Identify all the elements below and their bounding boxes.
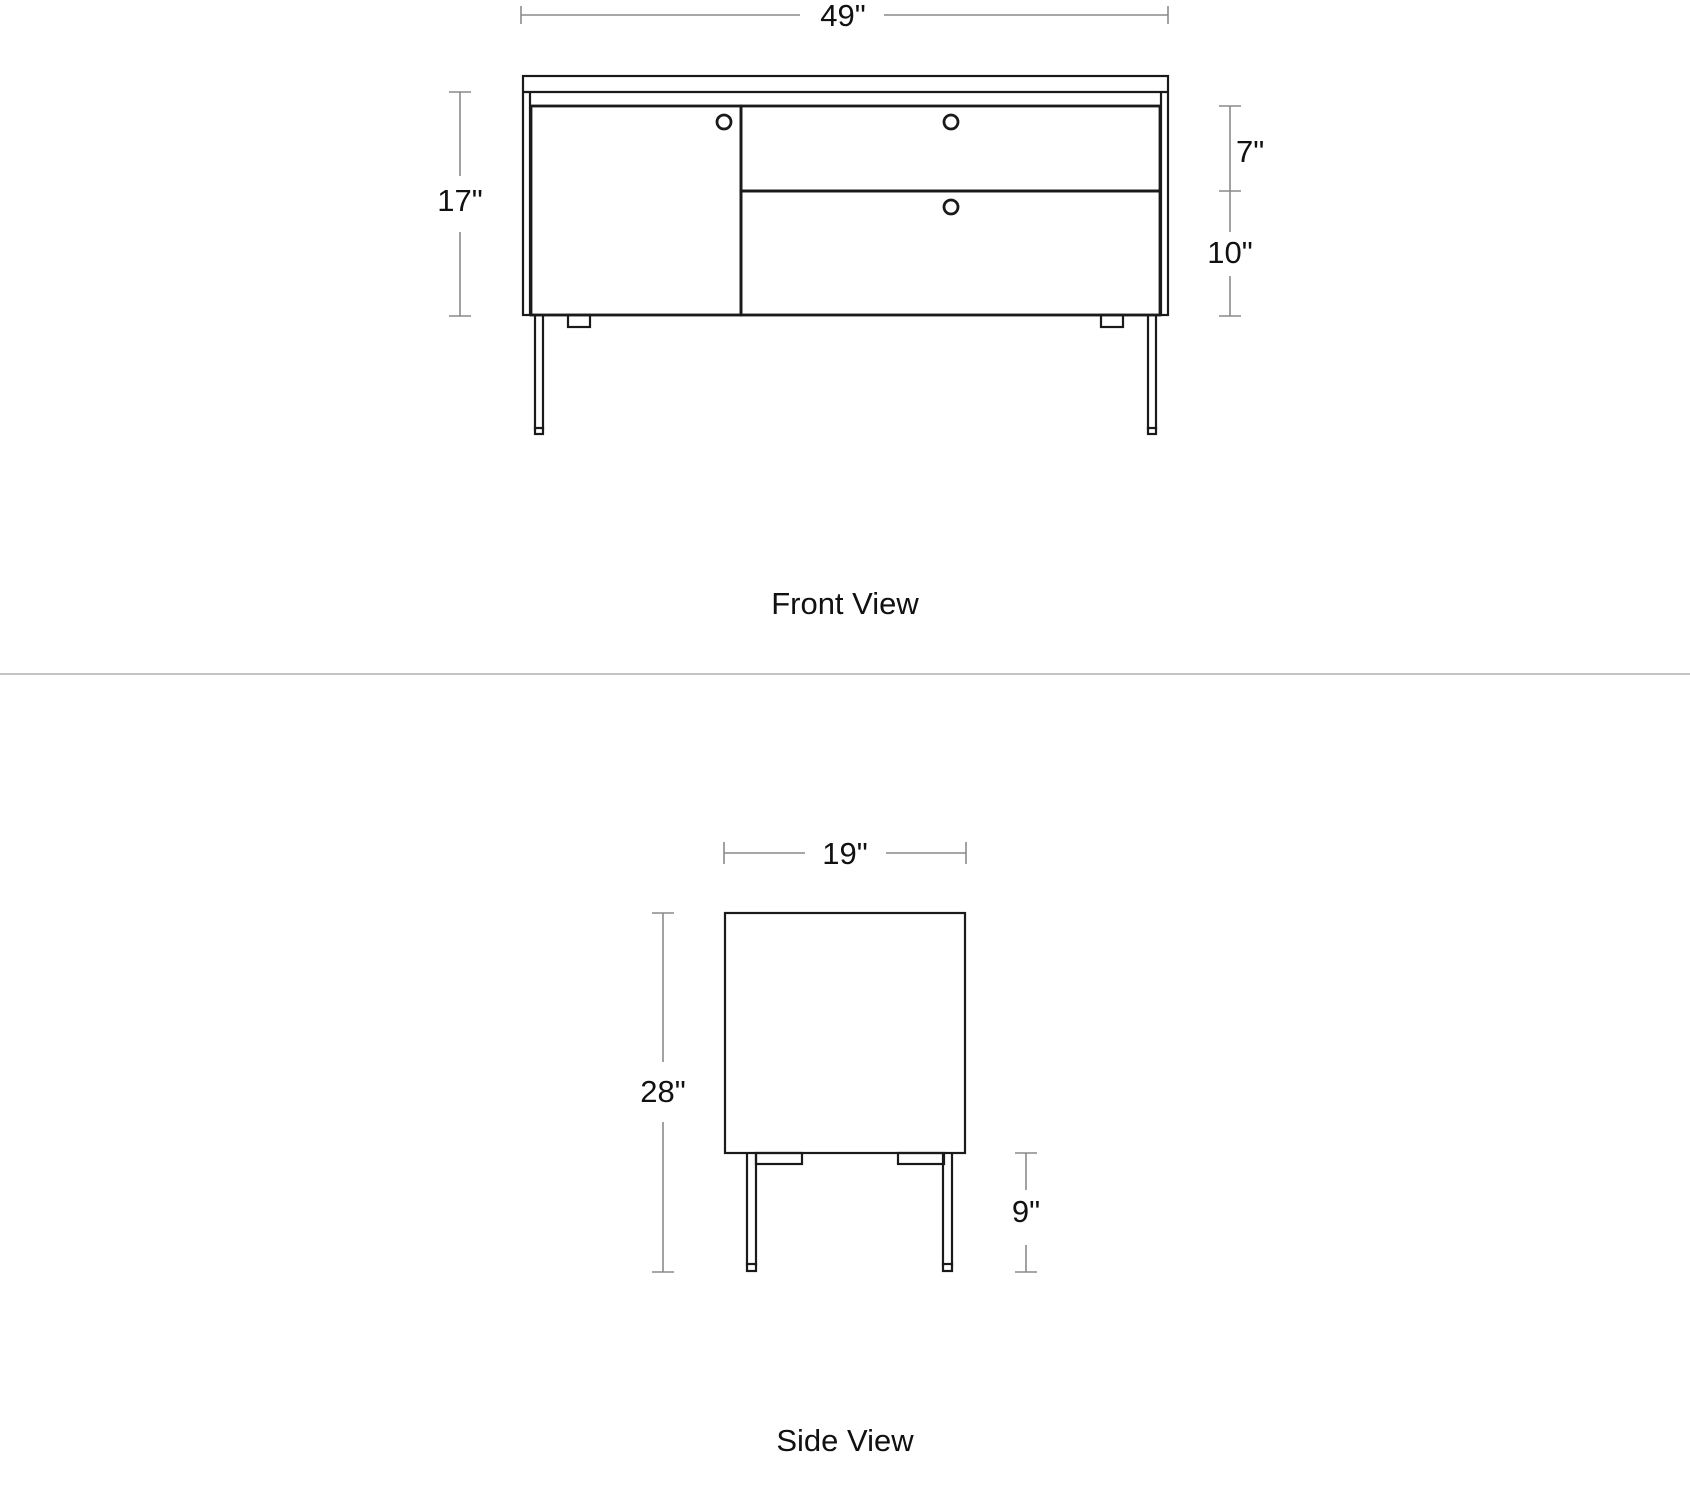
side-view-label: Side View	[776, 1423, 914, 1458]
top-drawer	[741, 106, 1160, 191]
front-cabinet	[523, 76, 1168, 434]
front-drawer-dimensions	[1207, 106, 1264, 316]
side-panel	[725, 913, 965, 1153]
front-right-leg	[1148, 315, 1156, 434]
front-left-leg	[535, 315, 543, 434]
front-right-bracket	[1101, 315, 1123, 327]
top-drawer-knob	[944, 115, 958, 129]
side-left-bracket	[756, 1153, 802, 1164]
bottom-drawer-height-label: 10"	[1207, 235, 1253, 270]
front-width-label: 49"	[820, 0, 866, 33]
side-right-bracket	[898, 1153, 944, 1164]
side-back-leg	[943, 1153, 952, 1271]
front-height-dimension	[437, 92, 483, 316]
front-left-bracket	[568, 315, 590, 327]
side-depth-dimension	[724, 836, 966, 871]
side-height-label: 28"	[640, 1074, 686, 1109]
bottom-drawer-knob	[944, 200, 958, 214]
side-view	[640, 836, 1040, 1458]
front-height-label: 17"	[437, 183, 483, 218]
side-depth-label: 19"	[822, 836, 868, 871]
side-front-leg	[747, 1153, 756, 1271]
cabinet-door	[531, 106, 741, 315]
side-height-dimension	[640, 913, 686, 1272]
side-cabinet	[725, 913, 965, 1271]
front-view	[437, 0, 1264, 621]
front-view-label: Front View	[771, 586, 919, 621]
top-drawer-height-label: 7"	[1236, 134, 1265, 169]
side-leg-label: 9"	[1011, 1194, 1041, 1229]
bottom-drawer	[741, 191, 1160, 315]
door-knob	[717, 115, 731, 129]
front-width-dimension	[521, 0, 1168, 33]
side-leg-dimension	[1012, 1153, 1040, 1272]
